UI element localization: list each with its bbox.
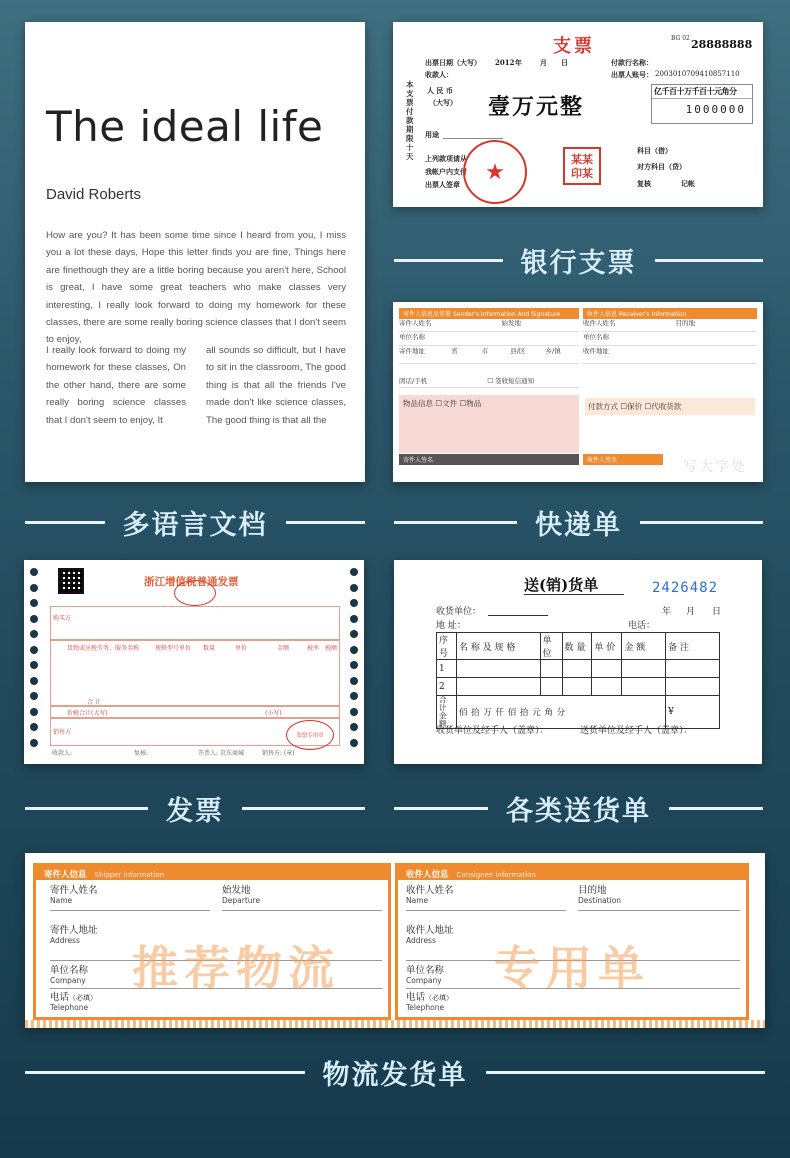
express-recv-company-row: [583, 332, 757, 346]
caption-invoice: [25, 788, 365, 828]
express-receiver-header-cn: 收件人信息: [587, 311, 618, 318]
invoice-title: 浙江增值税普通发票: [144, 576, 239, 588]
cheque-title: 支票: [553, 36, 595, 57]
express-item-label: 物品: [466, 399, 482, 408]
invoice-capital-label: 价税合计(大写): [67, 710, 108, 717]
express-receiver-header-en: Receiver's Information: [618, 311, 687, 318]
invoice-amount-col: 金额: [277, 645, 290, 652]
cheque-digit-grid: [651, 84, 753, 124]
shipper-tel-field: [50, 993, 97, 1013]
shipper-name-field: [50, 886, 98, 906]
express-sender-header-cn: 寄件人信息及签署: [403, 311, 452, 318]
invoice-items-box: [50, 640, 340, 706]
invoice-seller-label: 销售方: [53, 729, 72, 736]
delivery-table: [436, 632, 720, 729]
watermark-right: 专用单: [494, 941, 650, 995]
caption-line: [486, 1071, 766, 1074]
delivery-send-person: 送货单位及经手人（盖章）：: [580, 726, 693, 736]
invoice-drawer-name: 京东商城: [220, 750, 245, 757]
express-sms-label: 签收短信通知: [495, 377, 535, 385]
delivery-col-price: 单 价: [592, 633, 622, 660]
express-goods-panel: [399, 395, 579, 453]
consignee-company-field: [406, 966, 444, 986]
express-address-row: [399, 346, 579, 364]
bank-cheque-card: [393, 22, 763, 207]
shipper-address-field: [50, 926, 98, 946]
express-goods-label: 物品信息: [403, 399, 433, 408]
express-recv-name-label: 收件人姓名: [583, 319, 616, 327]
logistics-perforation: [25, 1020, 765, 1028]
express-recv-address-row: [583, 346, 757, 364]
invoice-tax-col: 税额: [325, 645, 338, 652]
document-author: David Roberts: [46, 186, 142, 203]
caption-line: [394, 521, 517, 524]
delivery-col-qty: 数 量: [562, 633, 592, 660]
cheque-year: 2012: [495, 58, 515, 67]
shipper-tel-en: Telephone: [50, 1003, 89, 1012]
caption-line: [394, 807, 488, 810]
caption-delivery: [394, 788, 763, 828]
caption-express: [394, 502, 763, 542]
caption-line: [25, 1071, 305, 1074]
cheque-contra-label: 对方科目（贷）: [637, 162, 686, 171]
express-town-label: 乡/镇: [545, 347, 561, 355]
consignee-address-label: 收件人地址: [406, 925, 454, 936]
delivery-address-label: 地 址：: [436, 621, 466, 631]
invoice-payee-label: 收款人:: [52, 750, 73, 757]
consignee-header: [398, 866, 746, 880]
departure-en: Departure: [222, 896, 261, 905]
shipper-tel-note: （必填）: [69, 994, 98, 1002]
delivery-recv-person: 收货单位及经手人（盖章）：: [436, 726, 549, 736]
express-write-hint: 写大字处: [683, 459, 747, 475]
express-cod-label: 代收货款: [651, 402, 682, 411]
destination-en: Destination: [578, 896, 622, 905]
multilingual-document-card: [25, 22, 365, 482]
consignee-tel-en: Telephone: [406, 1003, 445, 1012]
delivery-table-header: [437, 633, 720, 660]
express-district-label: 县/区: [510, 347, 526, 355]
invoice-price-col: 单价: [235, 645, 248, 652]
consignee-panel: [395, 863, 749, 1020]
cheque-digit-header: 亿千百十万千百十元角分: [652, 85, 752, 99]
consignee-name-label: 收件人姓名: [406, 885, 454, 896]
delivery-title: 送(销)货单: [524, 576, 599, 594]
caption-logistics-text: 物流发货单: [322, 1059, 468, 1091]
express-company-row: [399, 332, 579, 346]
cheque-bookkeep-label: 记帐: [681, 179, 695, 188]
table-row: [437, 678, 720, 696]
express-address-label: 寄件地址: [399, 347, 425, 355]
express-recv-company-label: 单位名称: [583, 333, 609, 341]
cheque-date-label: 出票日期（大写）: [425, 58, 481, 67]
caption-line: [25, 521, 105, 524]
shipper-name-label: 寄件人姓名: [50, 885, 98, 896]
consignee-company-en: Company: [406, 976, 442, 985]
delivery-col-unit: 单位: [540, 633, 562, 660]
caption-document: [25, 502, 365, 542]
cheque-year-unit: 年: [515, 58, 522, 67]
cheque-review-label: 复核: [637, 179, 651, 188]
express-goods-row: 物品信息 ☐文件 ☐物品: [403, 399, 482, 408]
cheque-series: BG 02: [671, 35, 690, 42]
cheque-amount-capital: 壹万元整: [488, 94, 585, 120]
express-sender-name-row: [399, 318, 579, 332]
departure-label: 始发地: [222, 885, 251, 896]
delivery-phone-label: 电话：: [628, 621, 656, 631]
consignee-tel-note: （必填）: [425, 994, 454, 1002]
express-receiver-sign: 收件人签名: [583, 454, 663, 465]
caption-cheque-text: 银行支票: [520, 247, 637, 279]
delivery-year: 年: [662, 607, 672, 617]
cheque-payee-label: 收款人：: [425, 70, 453, 79]
delivery-total-row: [437, 696, 720, 729]
invoice-rate-col: 税率: [307, 645, 320, 652]
delivery-yen: ¥: [666, 696, 720, 729]
delivery-note-card: [394, 560, 762, 764]
shipper-header-cn: 寄件人信息: [44, 870, 87, 880]
invoice-feed-holes-right: [350, 568, 358, 754]
cheque-account-number: 20030107094108571​10: [655, 70, 740, 78]
delivery-title-underline: [524, 594, 624, 595]
caption-document-text: 多语言文档: [122, 509, 268, 541]
express-sender-sign: 寄件人签名: [399, 454, 579, 465]
shipper-header: [36, 866, 388, 880]
express-recv-name-row: [583, 318, 757, 332]
consignee-name-en: Name: [406, 896, 429, 905]
invoice-supervision-stamp-icon: [174, 580, 216, 606]
invoice-capital-box: [50, 706, 340, 718]
invoice-reviewer-label: 复核:: [134, 750, 149, 757]
consignee-address-en: Address: [406, 936, 436, 945]
invoice-seal-icon: [286, 720, 334, 750]
invoice-buyer-label: 购买方: [53, 615, 72, 622]
caption-express-text: 快递单: [535, 509, 622, 541]
shipper-company-en: Company: [50, 976, 86, 985]
consignee-name-line: [406, 910, 566, 911]
logistics-form-card: [25, 853, 765, 1028]
consignee-company-label: 单位名称: [406, 965, 445, 976]
shipper-tel-label: 电话: [50, 992, 70, 1003]
invoice-spec-col: 规格型号: [155, 645, 180, 652]
caption-line: [242, 807, 365, 810]
consignee-tel-label: 电话: [406, 992, 426, 1003]
table-row: [437, 660, 720, 678]
caption-line: [25, 807, 148, 810]
delivery-col-name: 名 称 及 规 格: [456, 633, 540, 660]
caption-line: [669, 807, 763, 810]
express-doc-label: 文件: [442, 399, 458, 408]
invoice-lowercase-label: (小写): [265, 710, 282, 717]
square-stamp: 某某 印某: [563, 147, 601, 185]
invoice-card: [24, 560, 364, 764]
delivery-col-amount: 金 额: [622, 633, 666, 660]
caption-cheque: [394, 240, 763, 280]
destination-label: 目的地: [578, 885, 607, 896]
invoice-goods-col: 货物或应税劳务、服务名称: [67, 645, 140, 652]
express-pay-method-label: 付款方式: [588, 402, 618, 411]
shipper-company-label: 单位名称: [50, 965, 89, 976]
round-stamp-icon: ★: [463, 140, 527, 204]
invoice-feed-holes-left: [30, 568, 38, 754]
delivery-row-index: 2: [437, 678, 457, 696]
consignee-tel-field: [406, 993, 453, 1013]
cheque-note-3: 出票人签章: [425, 180, 460, 189]
cheque-validity-note: 本支票付款期限十天: [406, 80, 414, 161]
invoice-seal-text: 发票专用章: [296, 733, 324, 739]
caption-line: [286, 521, 366, 524]
caption-invoice-text: 发票: [166, 795, 224, 827]
shipper-address-label: 寄件人地址: [50, 925, 98, 936]
invoice-buyer-box: [50, 606, 340, 640]
cheque-capital-label: （大写）: [429, 98, 457, 107]
express-sender-name-label: 寄件人姓名: [399, 319, 432, 327]
shipper-company-field: [50, 966, 88, 986]
shipper-name-line: [50, 910, 210, 911]
consignee-header-cn: 收件人信息: [406, 870, 449, 880]
caption-line: [394, 259, 503, 262]
departure-field: [222, 886, 260, 906]
caption-delivery-text: 各类送货单: [506, 795, 651, 827]
caption-line: [640, 521, 763, 524]
caption-line: [655, 259, 764, 262]
cheque-subject-label: 科目（借）: [637, 146, 672, 155]
delivery-col-remark: 备 注: [666, 633, 720, 660]
shipper-address-en: Address: [50, 936, 80, 945]
express-phone-row: 固话/手机 ☐ 签收短信通知: [399, 376, 579, 388]
delivery-recv-unit-label: 收货单位：: [436, 607, 482, 617]
express-company-label: 单位名称: [399, 333, 425, 341]
consignee-name-field: [406, 886, 454, 906]
cheque-account-label: 出票人账号：: [611, 70, 653, 79]
express-city-label: 市: [481, 347, 489, 355]
shipper-panel: [33, 863, 391, 1020]
cheque-day-unit: 日: [561, 58, 568, 67]
destination-line: [578, 910, 740, 911]
express-province-label: 省: [451, 347, 458, 355]
consignee-address-field: [406, 926, 454, 946]
cheque-bank-label: 付款行名称：: [611, 58, 653, 67]
cheque-month-unit: 月: [540, 58, 547, 67]
express-origin-label: 始发地: [501, 319, 521, 327]
document-column-right: all sounds so difficult, but I have to sit in the classroom, The good thing is that all the friends I've made don't like science classes, The good thing is that all the: [206, 345, 346, 426]
shipper-name-en: Name: [50, 896, 73, 905]
express-sender-header-en: Sender's Information And Signature: [452, 311, 561, 318]
delivery-number: 2426482: [652, 580, 719, 596]
watermark-left: 推荐物流: [132, 941, 340, 995]
express-destination-label: 目的地: [675, 319, 695, 327]
cheque-digit-value: 1000000: [685, 103, 746, 116]
express-phone-label: 固话/手机: [399, 377, 428, 385]
destination-field: [578, 886, 621, 906]
invoice-qty-col: 数量: [203, 645, 216, 652]
express-form-card: [393, 302, 763, 482]
caption-logistics: [25, 1052, 765, 1092]
document-column-left: I really look forward to doing my homework for these classes, On the other hand, there are some really boring science classes that I don't seem to enjoy, It: [46, 345, 186, 426]
delivery-col-seq: 序号: [437, 633, 457, 660]
departure-line: [222, 910, 382, 911]
delivery-total-units: 佰 拾 万 仟 佰 拾 元 角 分: [456, 696, 665, 729]
cheque-note-2: 我帐户内支付: [425, 167, 467, 176]
cheque-usage-label: 用途: [425, 130, 439, 139]
delivery-month: 月: [686, 607, 696, 617]
document-paragraph: How are you? It has been some time since I heard from you, I miss you a lot these days, Hope this letter finds you are fine, Things here are finethough they are a little boring because you aren't here, School is great, I have some great teachers who make classes very interesting, I really look forward to doing my homework for these classes, there are some really boring science classes that I don't seem to enjoy,: [46, 230, 346, 346]
qr-code-icon: [58, 568, 84, 594]
consignee-header-en: Consignee information: [456, 871, 536, 879]
delivery-recv-unit-line: [488, 615, 548, 616]
invoice-seller-sign: 销售方: (章): [262, 750, 295, 757]
cheque-usage-line: [443, 138, 503, 139]
invoice-drawer-label: 开票人:: [198, 750, 219, 757]
shipper-header-en: Shipper information: [94, 871, 165, 879]
express-recv-address-label: 收件地址: [583, 347, 609, 355]
cheque-number: 28888888: [691, 38, 753, 51]
invoice-unit-col: 单位: [179, 645, 192, 652]
delivery-row-index: 1: [437, 660, 457, 678]
invoice-total-label: 合 计: [87, 699, 101, 706]
document-title: The ideal life: [46, 102, 324, 151]
cheque-note-1: 上列款项请从: [425, 154, 467, 163]
delivery-day: 日: [712, 607, 722, 617]
express-insured-label: 保价: [627, 402, 643, 411]
delivery-total-label: 合计金额: [437, 696, 457, 729]
express-payment-row: 付款方式 ☐保价 ☐代收货款: [585, 398, 755, 415]
cheque-currency-label: 人 民 币: [427, 86, 453, 95]
